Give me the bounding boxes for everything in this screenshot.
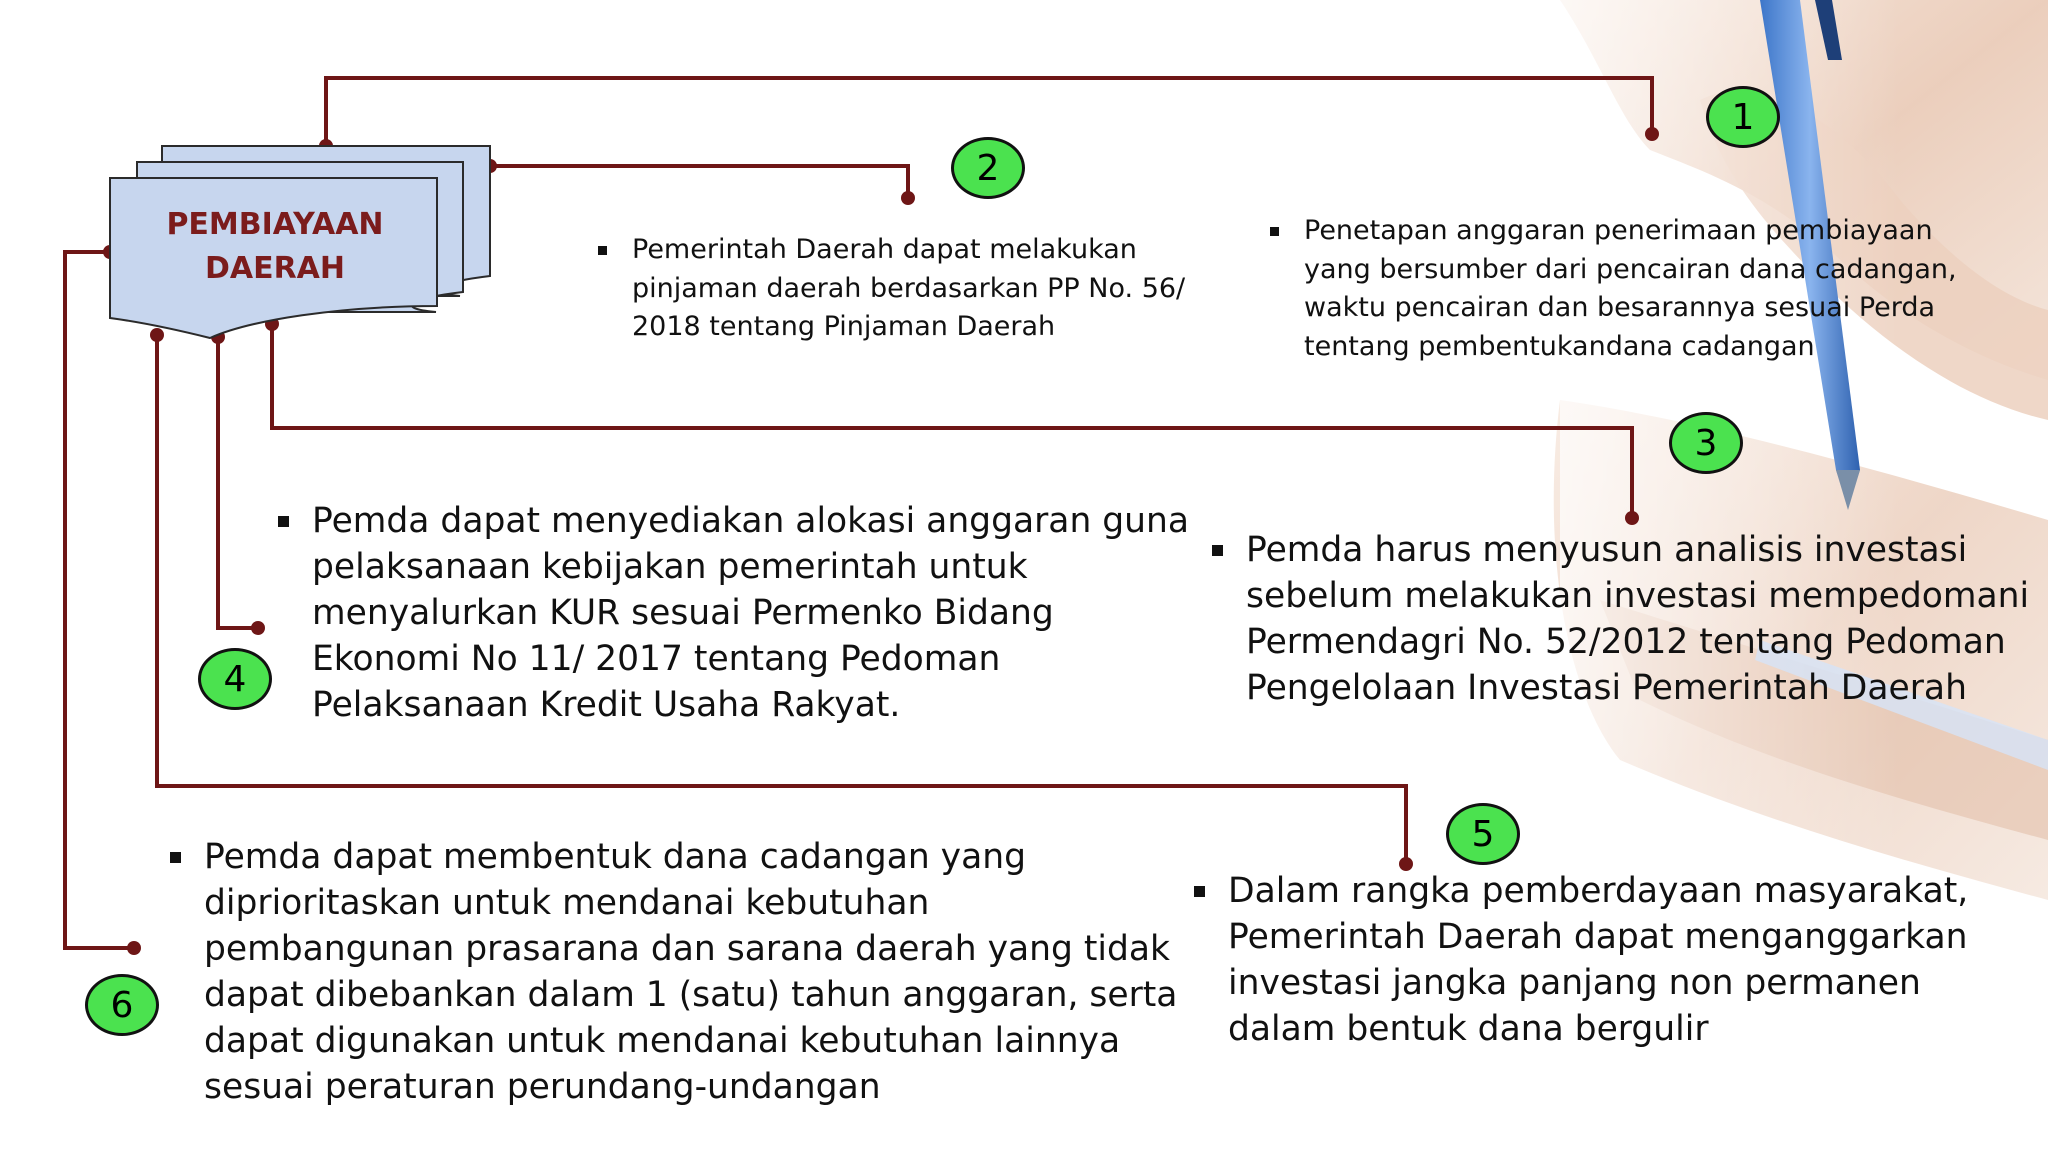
badge-2: 2	[951, 137, 1025, 199]
item-2-text: Pemerintah Daerah dapat melakukan pinjaman daerah berdasarkan PP No. 56/ 2018 tentang Pinjaman Daerah	[632, 234, 1186, 342]
item-3-text-block	[1212, 527, 2036, 711]
badge-3: 3	[1669, 412, 1743, 474]
center-title	[110, 203, 440, 291]
bullet-icon	[278, 516, 289, 527]
item-6-text: Pemda dapat membentuk dana cadangan yang diprioritaskan untuk mendanai kebutuhan pembangunan prasarana dan sarana daerah yang tidak dapat dibebankan dalam 1 (satu) tahun anggaran, serta dapat digunakan untuk mendanai kebutuhan lainnya sesuai peraturan perundang-undangan	[204, 837, 1178, 1107]
item-4-text-block	[278, 498, 1212, 728]
item-1-text-block	[1270, 212, 2004, 366]
badge-4: 4	[198, 648, 272, 710]
badge-5: 5	[1446, 803, 1520, 865]
item-5-text: Dalam rangka pemberdayaan masyarakat, Pemerintah Daerah dapat menganggarkan investasi jangka panjang non permanen dalam bentuk dana bergulir	[1228, 871, 1969, 1049]
center-title-line1: PEMBIAYAAN	[166, 207, 384, 242]
bullet-icon	[1270, 227, 1279, 236]
item-2-text-block	[598, 231, 1252, 347]
bullet-icon	[170, 852, 181, 863]
bullet-icon	[598, 246, 607, 255]
item-3-text: Pemda harus menyusun analisis investasi sebelum melakukan investasi mempedomani Permendagri No. 52/2012 tentang Pedoman Pengelolaan Investasi Pemerintah Daerah	[1246, 530, 2030, 708]
item-4-text: Pemda dapat menyediakan alokasi anggaran guna pelaksanaan kebijakan pemerintah untuk menyalurkan KUR sesuai Permenko Bidang Ekonomi No 11/ 2017 tentang Pedoman Pelaksanaan Kredit Usaha Rakyat.	[312, 501, 1190, 725]
bullet-icon	[1194, 886, 1205, 897]
badge-6: 6	[85, 974, 159, 1036]
bullet-icon	[1212, 545, 1223, 556]
item-5-text-block	[1194, 868, 2038, 1052]
center-title-line2: DAERAH	[204, 251, 346, 286]
badge-1: 1	[1706, 86, 1780, 148]
item-1-text: Penetapan anggaran penerimaan pembiayaan yang bersumber dari pencairan dana cadangan, waktu pencairan dan besarannya sesuai Perda tentang pembentukandana cadangan	[1304, 215, 1957, 362]
item-6-text-block	[170, 834, 1184, 1110]
